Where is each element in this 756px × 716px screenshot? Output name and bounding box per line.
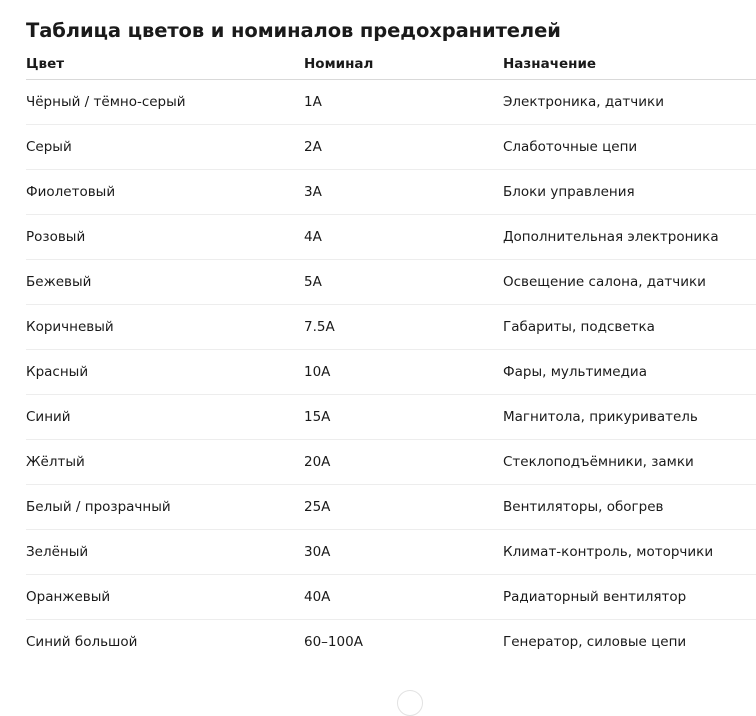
table-header-row: [26, 48, 756, 80]
scroll-down-button[interactable]: [397, 690, 423, 716]
cell-color: Зелёный: [26, 530, 304, 575]
cell-rating: 60–100A: [304, 634, 363, 650]
cell-color: Коричневый: [26, 305, 304, 350]
table-row: [26, 530, 756, 575]
column-header-rating: Номинал: [304, 48, 503, 80]
cell-rating: 7.5A: [304, 305, 503, 350]
cell-color: Розовый: [26, 215, 304, 260]
fuse-table: [26, 48, 756, 664]
cell-rating: 30A: [304, 530, 503, 575]
table-row: [26, 575, 756, 620]
column-header-color: Цвет: [26, 48, 304, 80]
cell-rating: 5A: [304, 260, 503, 305]
cell-purpose: Фары, мультимедиа: [503, 350, 756, 395]
table-row: [26, 440, 756, 485]
column-header-purpose: Назначение: [503, 48, 756, 80]
cell-purpose: Блоки управления: [503, 170, 756, 215]
cell-purpose: Радиаторный вентилятор: [503, 575, 756, 620]
cell-purpose: Освещение салона, датчики: [503, 260, 756, 305]
table-row: [26, 305, 756, 350]
cell-color: Серый: [26, 125, 304, 170]
cell-purpose: Дополнительная электроника: [503, 215, 756, 260]
cell-rating: 1A: [304, 80, 503, 125]
table-row: [26, 215, 756, 260]
table-row: [26, 125, 756, 170]
cell-color: Бежевый: [26, 260, 304, 305]
cell-rating: 15A: [304, 395, 503, 440]
table-row: [26, 395, 756, 440]
cell-purpose: Стеклоподъёмники, замки: [503, 440, 756, 485]
table-row: [26, 350, 756, 395]
cell-color: Фиолетовый: [26, 170, 304, 215]
cell-rating: 2A: [304, 125, 503, 170]
page-title: Таблица цветов и номиналов предохранителей: [26, 19, 561, 42]
cell-purpose: Генератор, силовые цепи: [503, 634, 687, 650]
table-row: [26, 80, 756, 125]
cell-purpose: Климат-контроль, моторчики: [503, 530, 756, 575]
table-row: [26, 620, 756, 665]
cell-rating: 4A: [304, 215, 503, 260]
table-row: [26, 485, 756, 530]
cell-purpose: Слаботочные цепи: [503, 125, 756, 170]
cell-purpose: Габариты, подсветка: [503, 305, 756, 350]
cell-purpose: Электроника, датчики: [503, 80, 756, 125]
cell-rating: 10A: [304, 350, 503, 395]
cell-color: Синий: [26, 395, 304, 440]
cell-color: Синий большой: [26, 634, 138, 650]
cell-rating: 25A: [304, 485, 503, 530]
table-row: [26, 260, 756, 305]
cell-color: Красный: [26, 350, 304, 395]
cell-rating: 20A: [304, 440, 503, 485]
cell-color: Оранжевый: [26, 575, 304, 620]
cell-purpose: Магнитола, прикуриватель: [503, 395, 756, 440]
cell-rating: 3A: [304, 170, 503, 215]
cell-rating: 40A: [304, 575, 503, 620]
table-row: [26, 170, 756, 215]
cell-color: Чёрный / тёмно-серый: [26, 80, 304, 125]
cell-color: Белый / прозрачный: [26, 485, 304, 530]
cell-purpose: Вентиляторы, обогрев: [503, 485, 756, 530]
cell-color: Жёлтый: [26, 440, 304, 485]
